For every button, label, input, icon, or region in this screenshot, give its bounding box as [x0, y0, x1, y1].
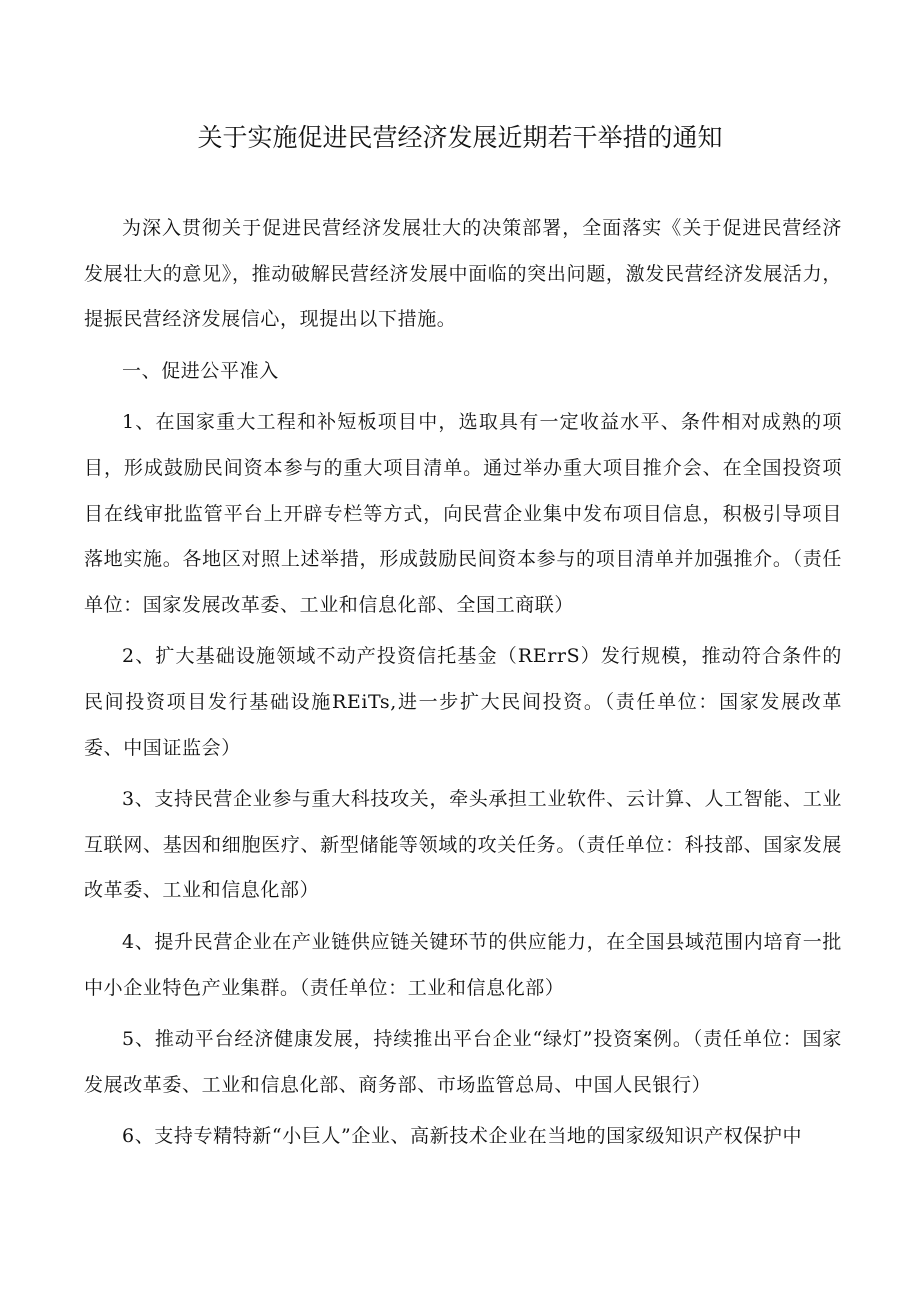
measure-paragraph-2: 2、扩大基础设施领域不动产投资信托基金（RErrS）发行规模，推动符合条件的民间投资项目发行基础设施REiTs,进一步扩大民间投资。（责任单位：国家发展改革委、中国证监会）	[84, 645, 842, 759]
document-title: 关于实施促进民营经济发展近期若干举措的通知	[197, 123, 723, 152]
measure-paragraph-1: 1、在国家重大工程和补短板项目中，选取具有一定收益水平、条件相对成熟的项目，形成鼓励民间资本参与的重大项目清单。通过举办重大项目推介会、在全国投资项目在线审批监管平台上开辟专栏等方式，向民营企业集中发布项目信息，积极引导项目落地实施。各地区对照上述举措，形成鼓励民间资本参与的项目清单并加强推介。（责任单位：国家发展改革委、工业和信息化部、全国工商联）	[84, 411, 842, 616]
document-body	[84, 206, 842, 1166]
measure-paragraph-5: 5、推动平台经济健康发展，持续推出平台企业“绿灯”投资案例。（责任单位：国家发展改革委、工业和信息化部、商务部、市场监管总局、中国人民银行）	[84, 1028, 842, 1096]
section-heading: 一、促进公平准入	[122, 359, 279, 382]
measure-paragraph-4: 4、提升民营企业在产业链供应链关键环节的供应能力，在全国县域范围内培育一批中小企业特色产业集群。（责任单位：工业和信息化部）	[84, 930, 842, 999]
intro-paragraph: 为深入贯彻关于促进民营经济发展壮大的决策部署，全面落实《关于促进民营经济发展壮大的意见》，推动破解民营经济发展中面临的突出问题，激发民营经济发展活力，提振民营经济发展信心，现提出以下措施。	[84, 217, 842, 331]
measure-paragraph-3: 3、支持民营企业参与重大科技攻关，牵头承担工业软件、云计算、人工智能、工业互联网、基因和细胞医疗、新型储能等领域的攻关任务。（责任单位：科技部、国家发展改革委、工业和信息化部）	[84, 788, 842, 902]
measure-paragraph-6: 6、支持专精特新“小巨人”企业、高新技术企业在当地的国家级知识产权保护中	[122, 1125, 803, 1148]
